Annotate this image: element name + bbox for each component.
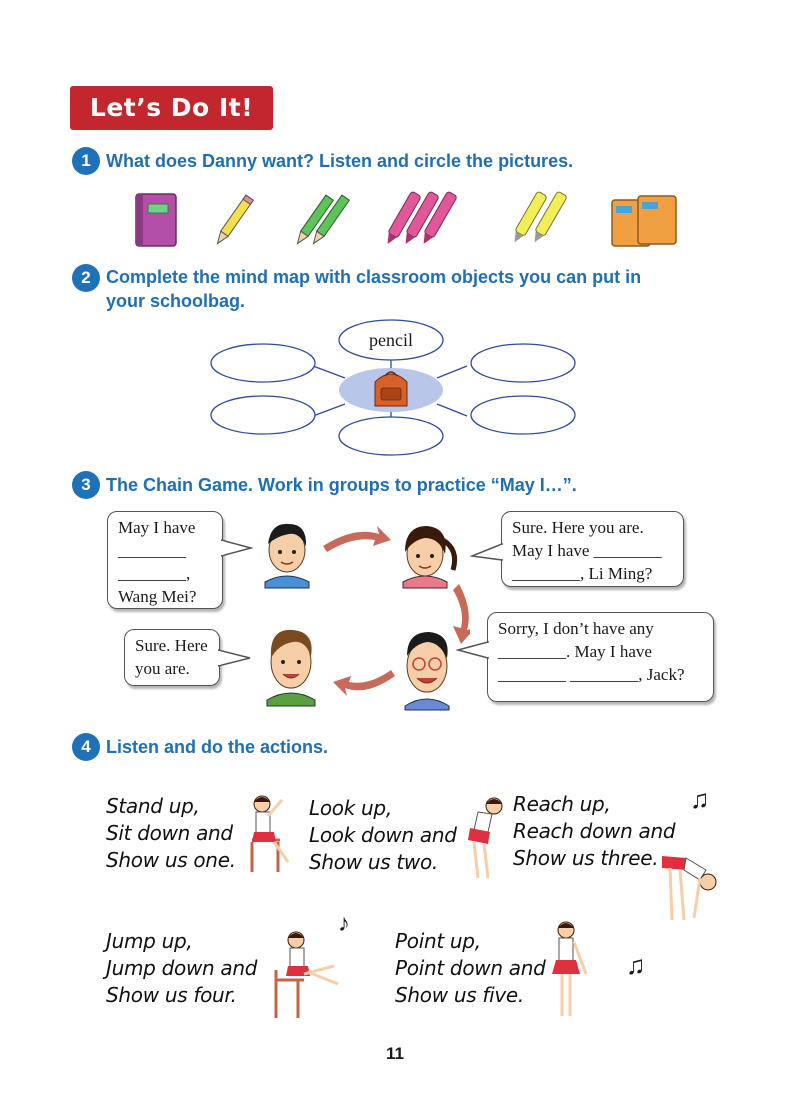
rhyme-line: Reach down and [513, 819, 676, 843]
bubble-4-line: Sure. Here [135, 636, 208, 655]
two-highlighters-icon[interactable] [510, 191, 568, 245]
rhyme-line: Point down and [395, 956, 546, 980]
section-banner: Let’s Do It! [70, 86, 273, 130]
rhyme-line: Show us four. [106, 983, 237, 1007]
task-3-instruction: The Chain Game. Work in groups to practice “May I…”. [106, 475, 577, 495]
girl-jumping-chair-figure [268, 926, 350, 1022]
girl-wang-mei-avatar [403, 526, 455, 588]
boy-li-ming-avatar [265, 524, 309, 588]
mind-map-oval-right-bottom[interactable] [471, 396, 575, 434]
bubble-3-line: ________. May I have [498, 642, 652, 661]
bubble-2-tail [470, 542, 503, 562]
rhyme-4 [106, 928, 257, 1009]
pencil-icon[interactable] [214, 195, 253, 246]
two-pencils-icon[interactable] [294, 195, 349, 246]
rhyme-line: Show us five. [395, 983, 524, 1007]
arrow-left-icon [333, 670, 395, 696]
task-number-1: 1 [72, 147, 100, 175]
task-number-4: 4 [72, 733, 100, 761]
rhyme-1 [106, 793, 236, 874]
rhyme-line: Look up, [309, 796, 392, 820]
bubble-4-tail [218, 648, 252, 668]
bubble-1-line: ________, [118, 564, 191, 583]
task-number-2: 2 [72, 264, 100, 292]
speech-bubble-3 [487, 612, 714, 702]
girl-pointing-figure [548, 918, 592, 1022]
rhyme-2 [309, 795, 457, 876]
arrow-right-icon [323, 526, 391, 552]
task-4-instruction: Listen and do the actions. [106, 737, 329, 757]
bubble-2-line: ________, Li Ming? [512, 564, 653, 583]
task-1-instruction: What does Danny want? Listen and circle the pictures. [106, 151, 574, 171]
picture-row [130, 188, 690, 250]
girl-looking-down-figure [460, 792, 508, 882]
page-number: 11 [386, 1044, 404, 1063]
chain-arrows [323, 526, 470, 696]
speech-bubble-4 [124, 629, 220, 686]
rhyme-line: Reach up, [513, 792, 611, 816]
two-books-icon[interactable] [612, 196, 676, 246]
mind-map-oval-left-bottom[interactable] [211, 396, 315, 434]
rhyme-line: Look down and [309, 823, 457, 847]
arrow-down-icon [453, 584, 470, 644]
bubble-2-line: May I have ________ [512, 541, 662, 560]
rhyme-line: Stand up, [106, 794, 200, 818]
rhyme-line: Jump down and [106, 956, 258, 980]
speech-bubble-1 [107, 511, 223, 609]
speech-bubble-2 [501, 511, 684, 587]
book-icon[interactable] [136, 194, 176, 246]
bubble-2-line: Sure. Here you are. [512, 518, 644, 537]
bubble-1-line: May I have [118, 518, 196, 537]
music-note-icon: ♫ [626, 950, 646, 980]
mind-map-oval-right-top[interactable] [471, 344, 575, 382]
rhyme-line: Point up, [395, 929, 481, 953]
bubble-3-line: Sorry, I don’t have any [498, 619, 654, 638]
bubble-3-line: ________ ________, Jack? [498, 665, 685, 684]
mind-map-word-pencil: pencil [369, 330, 413, 350]
rhyme-5 [395, 928, 545, 1009]
task-2-instruction-line2: your schoolbag. [106, 291, 246, 311]
task-2-instruction-line1: Complete the mind map with classroom objects you can put in [106, 267, 642, 287]
rhyme-line: Show us two. [309, 850, 438, 874]
boy-with-glasses-avatar [405, 632, 449, 710]
three-markers-icon[interactable] [383, 191, 458, 247]
boy-jack-avatar [267, 630, 315, 706]
mind-map-oval-bottom[interactable] [339, 417, 443, 455]
rhyme-3 [513, 791, 675, 872]
music-note-icon: ♫ [690, 784, 710, 814]
bubble-1-line: Wang Mei? [118, 587, 197, 606]
task-number-3: 3 [72, 471, 100, 499]
bubble-1-tail [221, 538, 253, 558]
rhyme-line: Show us one. [106, 848, 236, 872]
bubble-1-line: ________ [118, 541, 186, 560]
music-note-icon: ♪ [338, 910, 350, 937]
girl-reaching-down-figure [656, 850, 720, 924]
mind-map-oval-left-top[interactable] [211, 344, 315, 382]
rhyme-line: Sit down and [106, 821, 233, 845]
rhyme-line: Jump up, [106, 929, 193, 953]
bubble-4-line: you are. [135, 659, 190, 678]
chain-game-illustration [255, 510, 470, 715]
rhyme-line: Show us three. [513, 846, 659, 870]
girl-sitting-figure [244, 792, 296, 874]
